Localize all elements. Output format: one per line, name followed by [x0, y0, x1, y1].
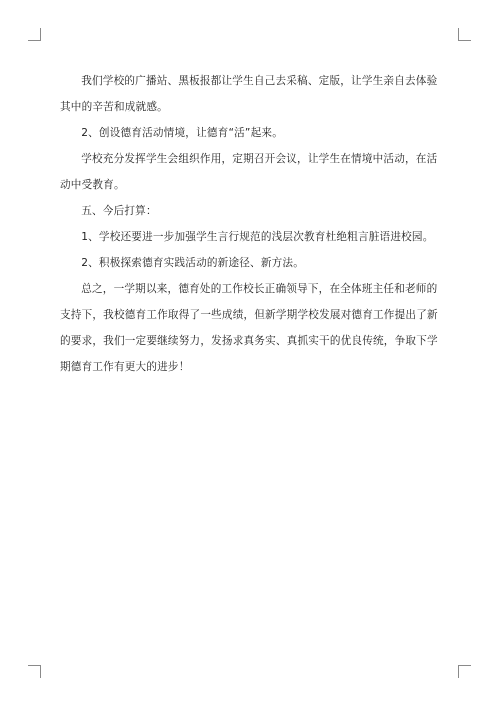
- corner-mark-top-right: [458, 28, 471, 41]
- paragraph-4: 五、今后打算：: [81, 205, 157, 217]
- corner-mark-top-left: [28, 28, 41, 41]
- paragraph-1: 我们学校的广播站、黑板报都让学生自己去采稿、定版，让学生亲自去体验其中的辛苦和成就感。: [60, 75, 438, 113]
- corner-mark-bottom-left: [28, 665, 41, 678]
- paragraph-7: 总之，一学期以来，德育处的工作校长正确领导下，在全体班主任和老师的支持下，我校德育工作取得了一些成绩，但新学期学校发展对德育工作提出了新的要求，我们一定要继续努力，发扬求真务实、真抓实干的优良传统，争取下学期德育工作有更大的进步！: [60, 283, 438, 373]
- paragraph-5: 1、学校还要进一步加强学生言行规范的浅层次教育杜绝粗言脏语进校园。: [81, 231, 434, 243]
- paragraph-6: 2、积极探索德育实践活动的新途径、新方法。: [81, 257, 305, 269]
- paragraph-2: 2、创设德育活动情境，让德育“活”起来。: [81, 127, 283, 139]
- paragraph-3: 学校充分发挥学生会组织作用，定期召开会议，让学生在情境中活动，在活动中受教育。: [60, 153, 438, 191]
- document-body: [60, 68, 442, 380]
- corner-mark-bottom-right: [458, 665, 471, 678]
